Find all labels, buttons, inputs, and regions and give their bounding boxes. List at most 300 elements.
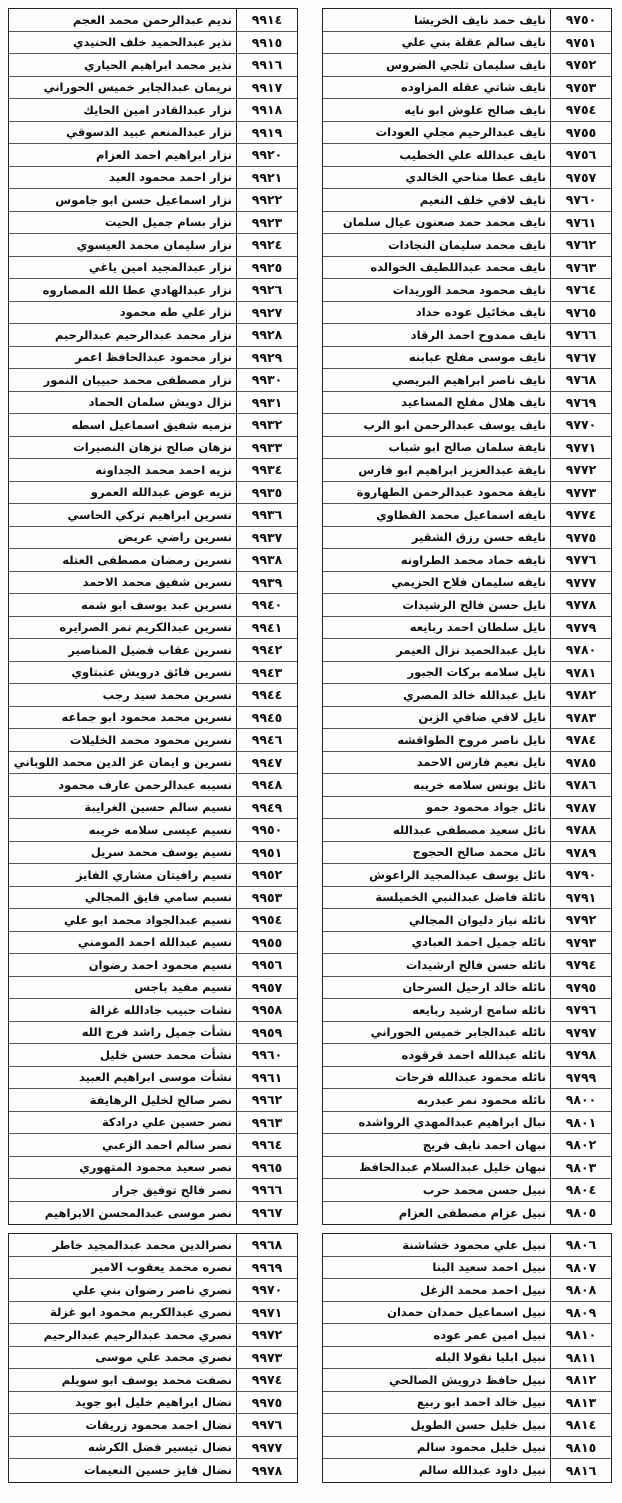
table-row (9, 707, 297, 730)
row-name: نزار مصطفى محمد حبيبان النمور (43, 372, 232, 387)
row-number: ٩٨٠٤ (550, 1179, 611, 1201)
table-row (9, 819, 297, 842)
table-row (323, 167, 611, 190)
table-row (9, 954, 297, 977)
table-row (323, 459, 611, 482)
row-name: نصره محمد يعقوب الامير (91, 1260, 232, 1275)
table-row (9, 1302, 297, 1325)
row-number: ٩٧٨٦ (550, 774, 611, 796)
table-row (9, 99, 297, 122)
table-row (9, 1202, 297, 1225)
row-number: ٩٩٣٨ (236, 549, 297, 571)
table-row (9, 324, 297, 347)
row-number: ٩٧٨٤ (550, 729, 611, 751)
table-row (323, 1157, 611, 1180)
row-name: نسيم عبدالجواد محمد ابو علي (64, 912, 232, 927)
table-row (9, 347, 297, 370)
table-row (9, 189, 297, 212)
row-number: ٩٩٢٩ (236, 347, 297, 369)
row-name: نايفة سلمان صالح ابو شباب (388, 440, 546, 455)
row-number: ٩٧٧٩ (550, 617, 611, 639)
table-row (323, 639, 611, 662)
row-name: نايف ناصر ابراهيم البريصي (392, 372, 546, 387)
row-name: نبيل امين عمر عوده (433, 1327, 546, 1342)
row-number: ٩٩٢٣ (236, 212, 297, 234)
row-number: ٩٨٠٥ (550, 1202, 611, 1225)
row-name: نصري ناصر رضوان بني علي (72, 1282, 232, 1297)
row-name: نزيه احمد محمد الجداونه (95, 462, 232, 477)
row-name: نايل ناصر مروح الطواقشه (397, 732, 546, 747)
row-number: ٩٩٧٠ (236, 1279, 297, 1301)
table-row (9, 842, 297, 865)
row-number: ٩٩٤٦ (236, 729, 297, 751)
row-name: نزار عبدالقادر امين الحايك (83, 102, 232, 117)
table-row (9, 999, 297, 1022)
row-name: نبيل حسن محمد حرب (422, 1182, 546, 1197)
table-row (9, 639, 297, 662)
row-number: ٩٧٨٣ (550, 707, 611, 729)
row-name: نايف محمود محمد الوريدات (392, 282, 546, 297)
table-row (323, 1044, 611, 1067)
row-number: ٩٩٦٨ (236, 1234, 297, 1256)
table-row (9, 864, 297, 887)
table-row (323, 1257, 611, 1280)
row-number: ٩٧٦٧ (550, 347, 611, 369)
row-name: نسرين محمد محمود ابو جماعه (61, 710, 232, 725)
table-row (9, 977, 297, 1000)
table-row (9, 504, 297, 527)
row-number: ٩٩٦٣ (236, 1112, 297, 1134)
row-name: نسرين راضي عريض (117, 530, 232, 545)
row-number: ٩٧٧٠ (550, 414, 611, 436)
row-number: ٩٧٩٩ (550, 1067, 611, 1089)
left-name-list (8, 8, 298, 1491)
table-row (9, 54, 297, 77)
table-row (323, 99, 611, 122)
row-name: نزار عبدالمجيد امين ياغي (88, 260, 232, 275)
row-name: نايف عبدالرحيم مجلي العودات (375, 125, 546, 140)
row-name: نايف مخائيل عوده حداد (415, 305, 546, 320)
table-row (9, 1369, 297, 1392)
row-name: نصري محمد علي موسى (95, 1350, 232, 1365)
row-number: ٩٧٥٧ (550, 167, 611, 189)
row-name: نذير محمد ابراهيم الحياري (84, 57, 232, 72)
row-number: ٩٩٤٠ (236, 594, 297, 616)
row-number: ٩٧٥١ (550, 32, 611, 54)
row-number: ٩٨١٠ (550, 1324, 611, 1346)
table-row (323, 1202, 611, 1225)
row-number: ٩٧٩٦ (550, 999, 611, 1021)
row-name: نايل نعيم فارس الاحمد (416, 755, 546, 770)
row-name: نايل عبدالحميد نزال العيمر (396, 642, 546, 657)
table-row (323, 144, 611, 167)
table-row (9, 257, 297, 280)
row-name: نصر فالح توفيق جرار (112, 1182, 232, 1197)
row-number: ٩٧٨٢ (550, 684, 611, 706)
row-number: ٩٧٧٦ (550, 549, 611, 571)
row-number: ٩٨٠٩ (550, 1302, 611, 1324)
table-row (323, 977, 611, 1000)
row-name: نائله خالد ارحيل السرحان (402, 980, 546, 995)
row-name: نبيل خليل محمود سالم (416, 1440, 546, 1455)
table-row (9, 1022, 297, 1045)
table-row (9, 1324, 297, 1347)
row-number: ٩٩٤٥ (236, 707, 297, 729)
table-row (9, 527, 297, 550)
row-number: ٩٧٩٧ (550, 1022, 611, 1044)
table-row (323, 1067, 611, 1090)
row-number: ٩٩٧٨ (236, 1459, 297, 1482)
row-number: ٩٧٩٢ (550, 909, 611, 931)
row-number: ٩٩٥٤ (236, 909, 297, 931)
row-number: ٩٧٨٨ (550, 819, 611, 841)
row-name: نضال تيسير فضل الكرشه (87, 1440, 232, 1455)
row-name: نبهان خليل عبدالسلام عبدالحافظ (359, 1160, 546, 1175)
table-row (323, 189, 611, 212)
row-number: ٩٨٠٢ (550, 1134, 611, 1156)
row-name: نسرين فائق درويش عنبتاوي (71, 665, 232, 680)
table-row (9, 234, 297, 257)
row-name: نزار محمد عبدالرحيم عبدالرحيم (54, 327, 232, 342)
name-table-block (8, 8, 298, 1225)
row-number: ٩٧٦٩ (550, 392, 611, 414)
row-number: ٩٩٥٦ (236, 954, 297, 976)
row-number: ٩٩٥٠ (236, 819, 297, 841)
row-name: نسيم عبدالله احمد المومني (77, 935, 232, 950)
table-row (323, 1234, 611, 1257)
table-row (9, 392, 297, 415)
row-name: نصري عبدالكريم محمود ابو غزلة (50, 1305, 232, 1320)
row-number: ٩٧٩٨ (550, 1044, 611, 1066)
row-number: ٩٩٤٩ (236, 797, 297, 819)
row-name: نايف شاتي عقله المزاوده (401, 80, 546, 95)
row-number: ٩٨١١ (550, 1347, 611, 1369)
row-number: ٩٩٦٧ (236, 1202, 297, 1225)
table-row (323, 392, 611, 415)
row-number: ٩٨٠٦ (550, 1234, 611, 1256)
row-name: نسيم سامي فايق المجالي (84, 890, 232, 905)
row-number: ٩٩٤٧ (236, 752, 297, 774)
row-number: ٩٩٦١ (236, 1067, 297, 1089)
table-row (323, 324, 611, 347)
table-row (9, 909, 297, 932)
table-row (323, 909, 611, 932)
row-number: ٩٨٠٠ (550, 1089, 611, 1111)
row-name: نائل سعيد مصطفى عبدالله (392, 822, 546, 837)
row-number: ٩٧٦١ (550, 212, 611, 234)
row-name: نصفت محمد يوسف ابو سويلم (61, 1372, 232, 1387)
row-name: نزار علي طه محمود (119, 305, 232, 320)
row-number: ٩٩٧٦ (236, 1414, 297, 1436)
row-number: ٩٩٧٢ (236, 1324, 297, 1346)
row-name: نايفه اسماعيل محمد القطاوي (376, 507, 546, 522)
table-row (323, 279, 611, 302)
table-row (323, 999, 611, 1022)
table-row (323, 1347, 611, 1370)
table-row (9, 212, 297, 235)
row-number: ٩٧٧١ (550, 437, 611, 459)
table-row (9, 1134, 297, 1157)
table-row (323, 1089, 611, 1112)
row-number: ٩٩٥٩ (236, 1022, 297, 1044)
table-row (9, 1459, 297, 1482)
row-number: ٩٩٧١ (236, 1302, 297, 1324)
row-number: ٩٧٦٨ (550, 369, 611, 391)
row-number: ٩٩٢٨ (236, 324, 297, 346)
row-name: نائل يونس سلامه خريبه (413, 777, 546, 792)
row-name: نايفة عبدالعزيز ابراهيم ابو فارس (358, 462, 546, 477)
row-name: نسيم رافيتان مشاري الفايز (76, 867, 232, 882)
table-row (9, 437, 297, 460)
row-number: ٩٧٥٤ (550, 99, 611, 121)
row-number: ٩٧٨١ (550, 662, 611, 684)
table-row (323, 482, 611, 505)
row-number: ٩٩٥٨ (236, 999, 297, 1021)
table-row (323, 774, 611, 797)
row-name: نبال ابراهيم عبدالمهدي الرواشده (358, 1115, 546, 1130)
row-name: نبيل اسماعيل حمدان حمدان (387, 1305, 546, 1320)
table-row (323, 437, 611, 460)
row-name: نبيل احمد محمد الزغل (420, 1282, 546, 1297)
table-row (9, 774, 297, 797)
row-number: ٩٩٤١ (236, 617, 297, 639)
row-name: نسيم محمود احمد رضوان (88, 957, 232, 972)
row-name: نايفة محمود عبدالرحمن الطهاروة (356, 485, 546, 500)
table-row (323, 819, 611, 842)
table-row (9, 77, 297, 100)
table-row (9, 167, 297, 190)
row-number: ٩٧٥٣ (550, 77, 611, 99)
row-name: نائله جميل احمد العبادي (411, 935, 546, 950)
row-name: نايف ممدوح احمد الرقاد (410, 327, 546, 342)
row-number: ٩٧٩٥ (550, 977, 611, 999)
row-name: نايف عبدالله علي الخطيب (399, 147, 546, 162)
table-row (9, 572, 297, 595)
row-name: نايف محمد حمد صعنون عيال سلمان (342, 215, 546, 230)
table-row (9, 302, 297, 325)
row-name: نزار احمد محمود العبد (109, 170, 232, 185)
row-name: نايف محمد عبداللطيف الخوالده (370, 260, 546, 275)
row-name: نبيل عزام مصطفى العزام (398, 1205, 546, 1220)
table-row (323, 1392, 611, 1415)
row-name: نصرالدين محمد عبدالمجيد خاطر (52, 1237, 232, 1252)
row-name: نريمان عبدالجابر خميس الحوراني (43, 80, 232, 95)
row-name: نايف عطا مناحي الخالدي (405, 170, 546, 185)
table-row (9, 414, 297, 437)
table-row (323, 1302, 611, 1325)
row-name: نائله نياز دليوان المجالي (409, 912, 546, 927)
row-number: ٩٩١٩ (236, 122, 297, 144)
row-number: ٩٨٠٧ (550, 1257, 611, 1279)
row-name: نسرين و ايمان عز الدين محمد اللوباني (13, 755, 232, 770)
row-number: ٩٩١٤ (236, 9, 297, 31)
table-row (323, 1437, 611, 1460)
row-name: نايف لافي خلف النعيم (419, 192, 546, 207)
row-number: ٩٩٧٧ (236, 1437, 297, 1459)
table-row (9, 1179, 297, 1202)
row-number: ٩٩٥٢ (236, 864, 297, 886)
table-row (9, 887, 297, 910)
row-name: نائله عبدالجابر خميس الحوراني (370, 1025, 546, 1040)
row-number: ٩٩٢٥ (236, 257, 297, 279)
table-row (323, 594, 611, 617)
row-number: ٩٧٩٣ (550, 932, 611, 954)
name-table-block (322, 1233, 612, 1483)
row-number: ٩٧٦٢ (550, 234, 611, 256)
row-name: نبيل ابليا نقولا البله (435, 1350, 546, 1365)
row-number: ٩٧٩٤ (550, 954, 611, 976)
row-name: نسيم مفيد باجس (134, 980, 232, 995)
table-row (9, 1044, 297, 1067)
table-row (9, 279, 297, 302)
row-name: نايف صالح علوش ابو نايه (404, 102, 546, 117)
row-number: ٩٩١٥ (236, 32, 297, 54)
table-row (323, 32, 611, 55)
row-number: ٩٩٣٦ (236, 504, 297, 526)
right-name-list (322, 8, 612, 1491)
table-row (9, 684, 297, 707)
row-name: نائله سامح ارشيد ربايعه (412, 1002, 546, 1017)
row-number: ٩٧٩٠ (550, 864, 611, 886)
row-name: نديم عبدالرحمن محمد العجم (72, 12, 232, 27)
row-name: نزار عبدالهادي عطا الله المصاروه (42, 282, 232, 297)
row-name: نايل لافي ضافي الزبن (418, 710, 546, 725)
row-number: ٩٧٦٤ (550, 279, 611, 301)
table-row (323, 1179, 611, 1202)
row-name: نائله عبدالله احمد قرقوده (401, 1047, 546, 1062)
table-row (323, 9, 611, 32)
row-name: نائلة فاضل عبدالنبي الخميلسة (375, 890, 546, 905)
table-row (323, 842, 611, 865)
row-name: نصر حسين علي درادكة (101, 1115, 232, 1130)
row-number: ٩٩٣١ (236, 392, 297, 414)
row-number: ٩٩٣٢ (236, 414, 297, 436)
row-name: نايل عبدالله خالد المصري (403, 687, 546, 702)
row-number: ٩٩٧٤ (236, 1369, 297, 1391)
row-name: نايف حمد نايف الخريشا (414, 12, 546, 27)
table-row (9, 1392, 297, 1415)
table-row (323, 684, 611, 707)
table-row (9, 1414, 297, 1437)
row-number: ٩٨٠٨ (550, 1279, 611, 1301)
table-row (9, 662, 297, 685)
row-name: نسرين عبدالكريم نمر الصرايره (59, 620, 232, 635)
table-row (9, 9, 297, 32)
row-number: ٩٧٨٠ (550, 639, 611, 661)
row-name: نايف هلال مفلح المساعيد (401, 395, 546, 410)
table-row (323, 1414, 611, 1437)
row-number: ٩٩٧٥ (236, 1392, 297, 1414)
row-name: نزار سليمان محمد العيسوي (76, 237, 232, 252)
row-number: ٩٩٧٣ (236, 1347, 297, 1369)
table-row (9, 1234, 297, 1257)
table-row (9, 729, 297, 752)
row-name: نزميه شفيق اسماعيل اسطه (71, 417, 232, 432)
row-name: نزال دويش سلمان الحماد (88, 395, 232, 410)
row-name: نزار بسام جميل الحيت (104, 215, 232, 230)
row-number: ٩٧٧٨ (550, 594, 611, 616)
row-name: نسرين عبد يوسف ابو شمه (80, 597, 232, 612)
row-name: نزار عبدالمنعم عبيد الدسوقي (66, 125, 232, 140)
row-number: ٩٧٧٢ (550, 459, 611, 481)
row-name: نزار اسماعيل حسن ابو جاموس (55, 192, 232, 207)
row-number: ٩٧٧٣ (550, 482, 611, 504)
row-name: نائل يوسف عبدالمجيد الراعوش (369, 867, 546, 882)
row-name: نايفه حسن رزق الشقير (411, 530, 546, 545)
table-row (9, 1089, 297, 1112)
row-name: نشأت موسى ابراهيم العبيد (78, 1070, 232, 1085)
row-number: ٩٩٤٢ (236, 639, 297, 661)
row-name: نايل سلطان احمد ربايعه (409, 620, 546, 635)
row-number: ٩٨١٦ (550, 1459, 611, 1482)
table-row (323, 662, 611, 685)
row-number: ٩٧٨٥ (550, 752, 611, 774)
row-number: ٩٩٥٣ (236, 887, 297, 909)
row-name: نبيل خليل حسن الطويل (410, 1417, 546, 1432)
row-number: ٩٨٠١ (550, 1112, 611, 1134)
row-name: نايف سليمان ثلجي الضروس (386, 57, 546, 72)
row-number: ٩٧٦٥ (550, 302, 611, 324)
row-number: ٩٩١٦ (236, 54, 297, 76)
table-row (323, 1459, 611, 1482)
table-row (9, 549, 297, 572)
name-table-block (8, 1233, 298, 1483)
table-row (9, 482, 297, 505)
row-number: ٩٩٥١ (236, 842, 297, 864)
table-row (9, 932, 297, 955)
row-number: ٩٩٣٠ (236, 369, 297, 391)
row-number: ٩٩٦٢ (236, 1089, 297, 1111)
row-number: ٩٩٥٧ (236, 977, 297, 999)
table-row (323, 122, 611, 145)
row-number: ٩٩٣٧ (236, 527, 297, 549)
table-row (9, 752, 297, 775)
row-name: نضال ابراهيم خليل ابو جويد (75, 1395, 232, 1410)
table-row (323, 1279, 611, 1302)
table-row (323, 504, 611, 527)
row-name: نايف يوسف عبدالرحمن ابو الرب (363, 417, 546, 432)
table-row (323, 1134, 611, 1157)
row-name: نائله محمود نمر عبدربه (416, 1092, 546, 1107)
row-name: نسيبه عبدالرحمن عارف محمود (58, 777, 232, 792)
row-name: نائل جواد محمود حمو (425, 800, 546, 815)
table-row (323, 549, 611, 572)
table-row (9, 144, 297, 167)
table-row (323, 1022, 611, 1045)
table-row (9, 32, 297, 55)
row-number: ٩٩٢٧ (236, 302, 297, 324)
table-row (9, 1347, 297, 1370)
row-number: ٩٧٧٤ (550, 504, 611, 526)
row-number: ٩٧٥٥ (550, 122, 611, 144)
table-row (323, 347, 611, 370)
table-row (323, 797, 611, 820)
row-name: نصر صالح لخليل الرهايفة (89, 1092, 232, 1107)
row-number: ٩٨١٤ (550, 1414, 611, 1436)
row-name: نايف محمد سليمان النجادات (388, 237, 546, 252)
table-row (9, 459, 297, 482)
table-row (323, 54, 611, 77)
row-name: نصر موسى عبدالمحسن الابراهيم (44, 1205, 232, 1220)
row-name: نسرين رمضان مصطفى العتله (62, 552, 232, 567)
table-row (323, 954, 611, 977)
table-row (9, 1067, 297, 1090)
table-row (323, 1112, 611, 1135)
row-name: نصر سعيد محمود المتهوري (79, 1160, 232, 1175)
row-number: ٩٧٧٧ (550, 572, 611, 594)
table-row (323, 212, 611, 235)
row-number: ٩٧٥٢ (550, 54, 611, 76)
